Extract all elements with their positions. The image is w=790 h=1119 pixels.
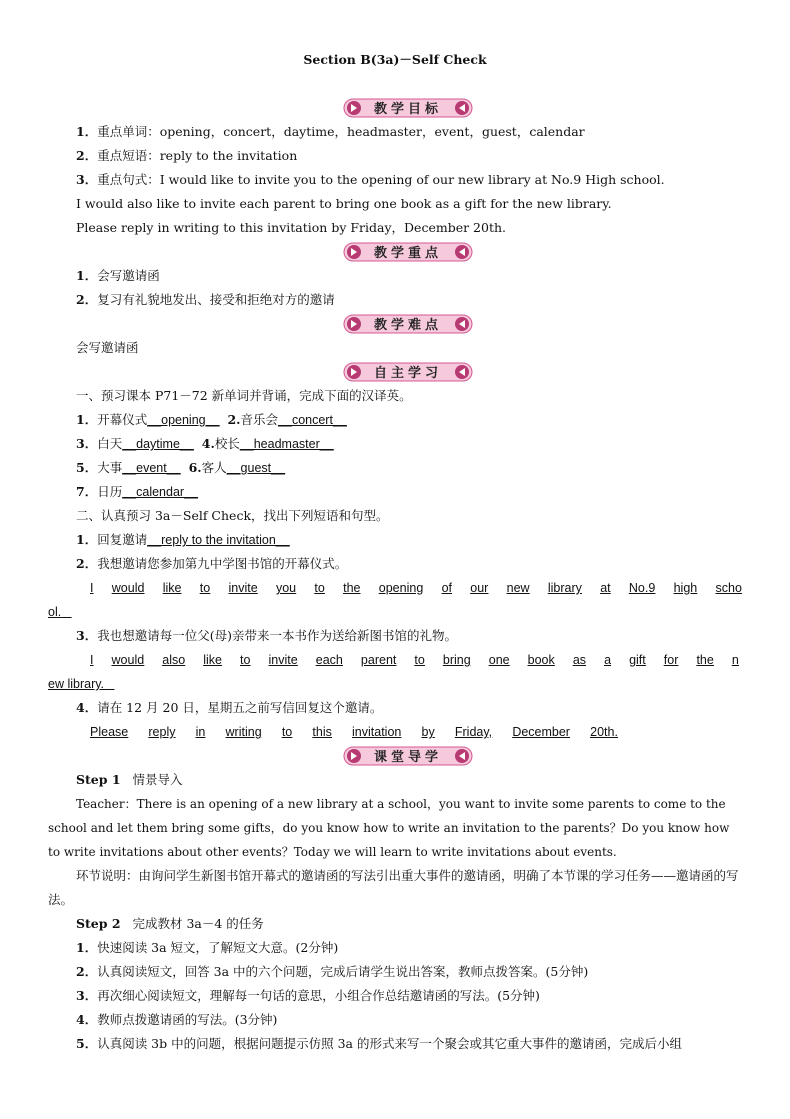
answer-word: to (414, 653, 425, 667)
answer-word: you (275, 581, 297, 595)
answer-word: as (572, 653, 587, 667)
answer-word: in (195, 725, 206, 739)
answer-word: this (312, 725, 332, 739)
answer-word: book (527, 653, 555, 667)
objective-item-1: 1．重点单词：opening，concert，daytime，headmaster，event，guest，calendar (76, 124, 585, 139)
answer-word: invite (268, 653, 298, 667)
answer-word: also (162, 653, 186, 667)
answer-word: Friday, (454, 725, 493, 739)
objective-item-3: 3．重点句式：I would like to invite you to the opening of our new library at No.9 High school. (76, 172, 665, 187)
phrase-2: 2．我想邀请您参加第九中学图书馆的开幕仪式。 (76, 556, 348, 571)
answer-word: by (421, 725, 435, 739)
note-paragraph: 环节说明：由询问学生新图书馆开幕式的邀请函的写法引出重大事件的邀请函，明确了本节课的学习任务——邀请函的写法。 (48, 868, 739, 907)
answer-word: high (673, 581, 698, 595)
answer-word: parent (360, 653, 397, 667)
answer-word: Please (90, 725, 129, 739)
phrase-1: 1．回复邀请__reply to the invitation__ (76, 532, 290, 547)
svg-text:教学目标: 教学目标 (373, 102, 443, 117)
answer-line-cont: ew library. (48, 677, 105, 691)
banner-difficulties (343, 314, 473, 334)
answer-word: to (199, 581, 211, 595)
answer-word: would (111, 653, 145, 667)
answer-word: one (488, 653, 510, 667)
svg-text:自主学习: 自主学习 (373, 366, 443, 381)
svg-text:教学重点: 教学重点 (373, 246, 443, 261)
step2-heading: Step 2 完成教材 3a－4 的任务 (76, 916, 264, 931)
banner-self-study (343, 362, 473, 382)
step2-item-3: 3．再次细心阅读短文，理解每一句话的意思，小组合作总结邀请函的写法。(5分钟) (76, 988, 540, 1003)
objective-item-3c: Please reply in writing to this invitation by Friday，December 20th. (76, 220, 506, 235)
difficulty-text: 会写邀请函 (76, 340, 139, 355)
answer-word: opening (378, 581, 424, 595)
step2-item-1: 1．快速阅读 3a 短文，了解短文大意。(2分钟) (76, 940, 339, 955)
answer-word: to (314, 581, 325, 595)
answer-word: invite (228, 581, 258, 595)
phrase-3: 3．我也想邀请每一位父(母)亲带来一本书作为送给新图书馆的礼物。 (76, 628, 457, 643)
answer-word: I (90, 653, 94, 667)
answer-word: our (470, 581, 489, 595)
answer-word: like (203, 653, 222, 667)
answer-blank: __headmaster__ (239, 437, 334, 451)
page-title: Section B(3a)－Self Check (303, 52, 487, 67)
key-point-1: 1．会写邀请函 (76, 268, 160, 283)
answer-line (76, 652, 739, 668)
key-point-2: 2．复习有礼貌地发出、接受和拒绝对方的邀请 (76, 292, 335, 307)
teacher-paragraph: Teacher：There is an opening of a new library at a school，you want to invite some parents to come to the school and let them bring some gifts，do you know how to write an invitation to the parents？Do you know how to write invitations about other events？Today we will learn to write invitations about events. (48, 797, 730, 859)
answer-word: bring (442, 653, 471, 667)
answer-blank: __reply to the invitation__ (147, 533, 290, 547)
banner-objectives (343, 98, 473, 118)
answer-blank: __guest__ (226, 461, 286, 475)
answer-word: each (315, 653, 343, 667)
answer-word: of (441, 581, 452, 595)
answer-word: like (162, 581, 182, 595)
vocab-row-4: 7．日历__calendar__ (76, 484, 198, 499)
answer-word: n (731, 653, 739, 667)
answer-word: reply (148, 725, 176, 739)
answer-word: to (240, 653, 251, 667)
answer-word: library (547, 581, 582, 595)
step2-item-2: 2．认真阅读短文，回答 3a 中的六个问题，完成后请学生说出答案，教师点拨答案。(5分钟) (76, 964, 589, 979)
answer-blank: __opening__ (147, 413, 220, 427)
banner-classroom (343, 746, 473, 766)
step2-item-5: 5．认真阅读 3b 中的问题，根据问题提示仿照 3a 的形式来写一个聚会或其它重大事件的邀请函，完成后小组 (76, 1036, 682, 1051)
answer-line (76, 724, 626, 740)
answer-word: No.9 (628, 581, 656, 595)
answer-word: to (281, 725, 293, 739)
phrase-4: 4．请在 12 月 20 日，星期五之前写信回复这个邀请。 (76, 700, 383, 715)
svg-text:教学难点: 教学难点 (373, 318, 443, 333)
answer-blank: __concert__ (278, 413, 347, 427)
answer-blank: __event__ (122, 461, 181, 475)
answer-word: invitation (352, 725, 402, 739)
objective-item-3b: I would also like to invite each parent to bring one book as a gift for the new library. (76, 196, 612, 211)
answer-blank: __daytime__ (122, 437, 194, 451)
answer-line-cont: ol. (48, 605, 62, 619)
vocab-row-3: 5．大事__event__ 6.客人__guest__ (76, 460, 286, 475)
answer-word: 20th. (590, 725, 618, 739)
step2-item-4: 4．教师点拨邀请函的写法。(3分钟) (76, 1012, 278, 1027)
vocab-row-1: 1．开幕仪式__opening__ 2.音乐会__concert__ (76, 412, 347, 427)
answer-word: writing (225, 725, 262, 739)
svg-text:课堂导学: 课堂导学 (373, 750, 443, 765)
answer-word: the (696, 653, 714, 667)
answer-word: December (512, 725, 570, 739)
self-study-part1: 一、预习课本 P71－72 新单词并背诵，完成下面的汉译英。 (76, 388, 412, 403)
step1-heading: Step 1 情景导入 (76, 772, 183, 787)
answer-word: for (663, 653, 679, 667)
answer-word: at (600, 581, 611, 595)
answer-word: a (604, 653, 612, 667)
answer-line (76, 580, 742, 596)
vocab-row-2: 3．白天__daytime__ 4.校长__headmaster__ (76, 436, 334, 451)
answer-word: would (111, 581, 145, 595)
answer-word: new (506, 581, 530, 595)
answer-word: the (343, 581, 361, 595)
objective-item-2: 2．重点短语：reply to the invitation (76, 148, 298, 163)
answer-word: scho (715, 581, 742, 595)
self-study-part2: 二、认真预习 3a－Self Check，找出下列短语和句型。 (76, 508, 389, 523)
answer-word: gift (629, 653, 646, 667)
banner-key-points (343, 242, 473, 262)
answer-blank: __calendar__ (122, 485, 198, 499)
answer-word: I (90, 581, 94, 595)
